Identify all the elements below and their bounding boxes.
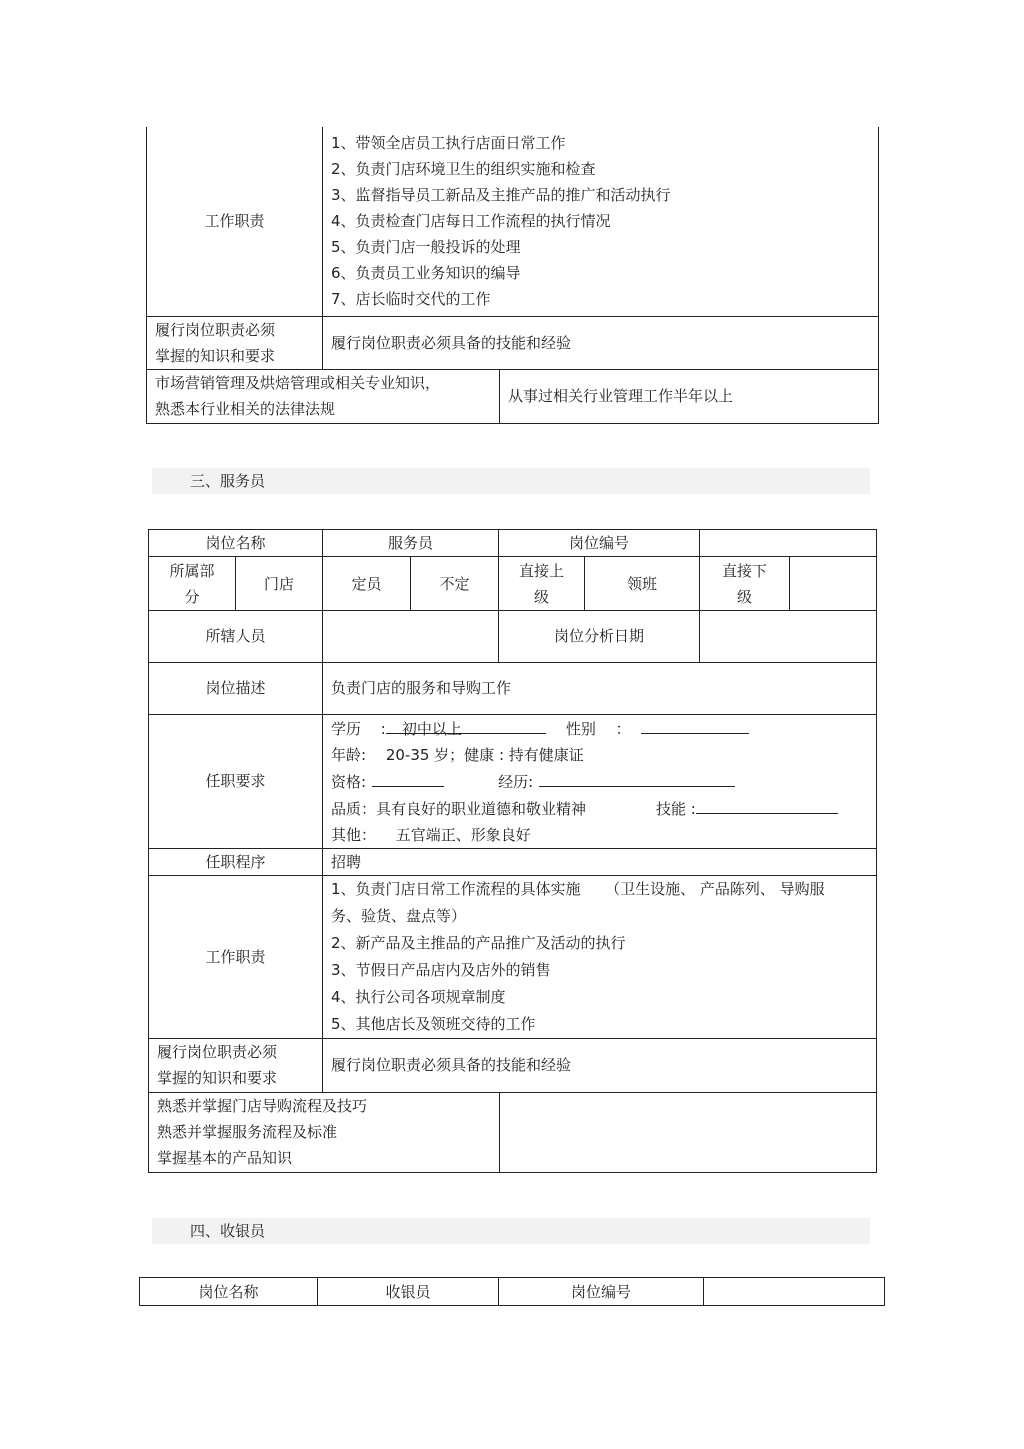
qual-line bbox=[331, 768, 868, 795]
subordinate-value bbox=[790, 557, 877, 611]
superior-value: 领班 bbox=[585, 557, 700, 611]
list-item: 2、负责门店环境卫生的组织实施和检查 bbox=[331, 160, 596, 179]
list-item: 6、负责员工业务知识的编导 bbox=[331, 264, 521, 283]
position-name: 服务员 bbox=[323, 530, 499, 557]
list-item: 4、执行公司各项规章制度 bbox=[331, 987, 506, 1006]
list-item: 1、负责门店日常工作流程的具体实施 （卫生设施、 产品陈列、 导购服 bbox=[331, 879, 825, 898]
position-name: 收银员 bbox=[318, 1278, 499, 1306]
dept-value: 门店 bbox=[236, 557, 323, 611]
duty-list bbox=[323, 127, 879, 316]
req-line: 熟悉本行业相关的法律法规 bbox=[155, 399, 336, 418]
edu-label: 学历 : bbox=[331, 719, 386, 738]
exp-label: 经历: bbox=[498, 772, 534, 791]
knowledge-label bbox=[149, 1038, 323, 1092]
qual-label: 资格: bbox=[331, 772, 367, 791]
knowledge-value: 履行岗位职责必须具备的技能和经验 bbox=[323, 316, 879, 369]
duty-label: 工作职责 bbox=[147, 127, 323, 316]
edu-line bbox=[331, 715, 868, 742]
knowledge-label-line: 掌握的知识和要求 bbox=[155, 346, 276, 365]
staff-value bbox=[323, 610, 499, 662]
analysis-date-label: 岗位分析日期 bbox=[499, 610, 700, 662]
qual-value bbox=[372, 768, 444, 787]
superior-label bbox=[499, 557, 585, 611]
position-name-label: 岗位名称 bbox=[149, 530, 323, 557]
list-item: 3、节假日产品店内及店外的销售 bbox=[331, 960, 551, 979]
req-left bbox=[147, 369, 500, 423]
list-item: 熟悉并掌握门店导购流程及技巧 bbox=[157, 1096, 368, 1115]
waiter-table-head bbox=[148, 529, 877, 611]
analysis-date-value bbox=[700, 610, 877, 662]
skills-list bbox=[149, 1092, 500, 1172]
quota-value: 不定 bbox=[411, 557, 499, 611]
dept-label bbox=[149, 557, 236, 611]
list-item: 7、店长临时交代的工作 bbox=[331, 290, 491, 309]
duty-list bbox=[323, 875, 877, 1038]
list-item: 5、负责门店一般投诉的处理 bbox=[331, 238, 521, 257]
knowledge-label bbox=[147, 316, 323, 369]
exp-value bbox=[539, 768, 735, 787]
knowledge-label-line: 履行岗位职责必须 bbox=[155, 320, 276, 339]
duty-label: 工作职责 bbox=[149, 875, 323, 1038]
req-label: 任职要求 bbox=[149, 714, 323, 848]
section-heading: 四、收银员 bbox=[152, 1218, 870, 1244]
waiter-skills-table bbox=[148, 1092, 877, 1173]
list-item: 掌握基本的产品知识 bbox=[157, 1148, 293, 1167]
label-line: 直接上 bbox=[519, 561, 565, 580]
list-item: 3、监督指导员工新品及主推产品的推广和活动执行 bbox=[331, 186, 671, 205]
position-name-label: 岗位名称 bbox=[140, 1278, 318, 1306]
knowledge-label-line: 履行岗位职责必须 bbox=[157, 1043, 278, 1061]
desc-value: 负责门店的服务和导购工作 bbox=[323, 662, 877, 714]
skill-value bbox=[696, 795, 838, 814]
list-item: 1、带领全店员工执行店面日常工作 bbox=[331, 134, 566, 153]
age-line: 年龄: 20-35 岁；健康 : 持有健康证 bbox=[331, 745, 584, 764]
position-code-label: 岗位编号 bbox=[499, 530, 700, 557]
knowledge-label-line: 掌握的知识和要求 bbox=[157, 1069, 278, 1087]
position-code-label: 岗位编号 bbox=[499, 1278, 704, 1306]
staff-label: 所辖人员 bbox=[149, 610, 323, 662]
skill-label: 技能 : bbox=[656, 799, 696, 818]
quality-text: 品质：具有良好的职业道德和敬业精神 bbox=[331, 799, 587, 818]
procedure-label: 任职程序 bbox=[149, 848, 323, 875]
cashier-table-head bbox=[139, 1277, 885, 1306]
position-code bbox=[704, 1278, 885, 1306]
label-line: 级 bbox=[737, 587, 753, 606]
quality-line bbox=[331, 795, 868, 822]
list-item: 熟悉并掌握服务流程及标准 bbox=[157, 1122, 338, 1141]
top-req-table bbox=[146, 369, 879, 424]
knowledge-value: 履行岗位职责必须具备的技能和经验 bbox=[323, 1038, 877, 1092]
skills-right bbox=[500, 1092, 877, 1172]
edu-value: 初中以上 bbox=[386, 716, 546, 734]
list-item: 务、验货、盘点等） bbox=[331, 906, 467, 925]
label-line: 直接下 bbox=[722, 561, 768, 580]
req-line: 市场营销管理及烘焙管理或相关专业知识， bbox=[155, 373, 441, 392]
label-line: 分 bbox=[184, 587, 200, 606]
gender-value bbox=[641, 715, 749, 734]
label-line: 所属部 bbox=[169, 561, 215, 580]
desc-label: 岗位描述 bbox=[149, 662, 323, 714]
quota-label: 定员 bbox=[323, 557, 411, 611]
list-item: 2、新产品及主推品的产品推广及活动的执行 bbox=[331, 933, 626, 952]
label-line: 级 bbox=[534, 587, 550, 606]
procedure-value: 招聘 bbox=[323, 848, 877, 875]
list-item: 4、负责检查门店每日工作流程的执行情况 bbox=[331, 212, 611, 231]
req-right: 从事过相关行业管理工作半年以上 bbox=[500, 369, 879, 423]
list-item: 5、其他店长及领班交待的工作 bbox=[331, 1014, 536, 1033]
waiter-table-body bbox=[148, 610, 877, 1093]
gender-label: 性别 ： bbox=[565, 719, 631, 738]
other-line: 其他： 五官端正、形象良好 bbox=[331, 825, 531, 844]
position-code bbox=[700, 530, 877, 557]
subordinate-label bbox=[700, 557, 790, 611]
req-value bbox=[323, 714, 877, 848]
section-heading: 三、服务员 bbox=[152, 468, 870, 494]
top-duty-table bbox=[146, 127, 879, 370]
